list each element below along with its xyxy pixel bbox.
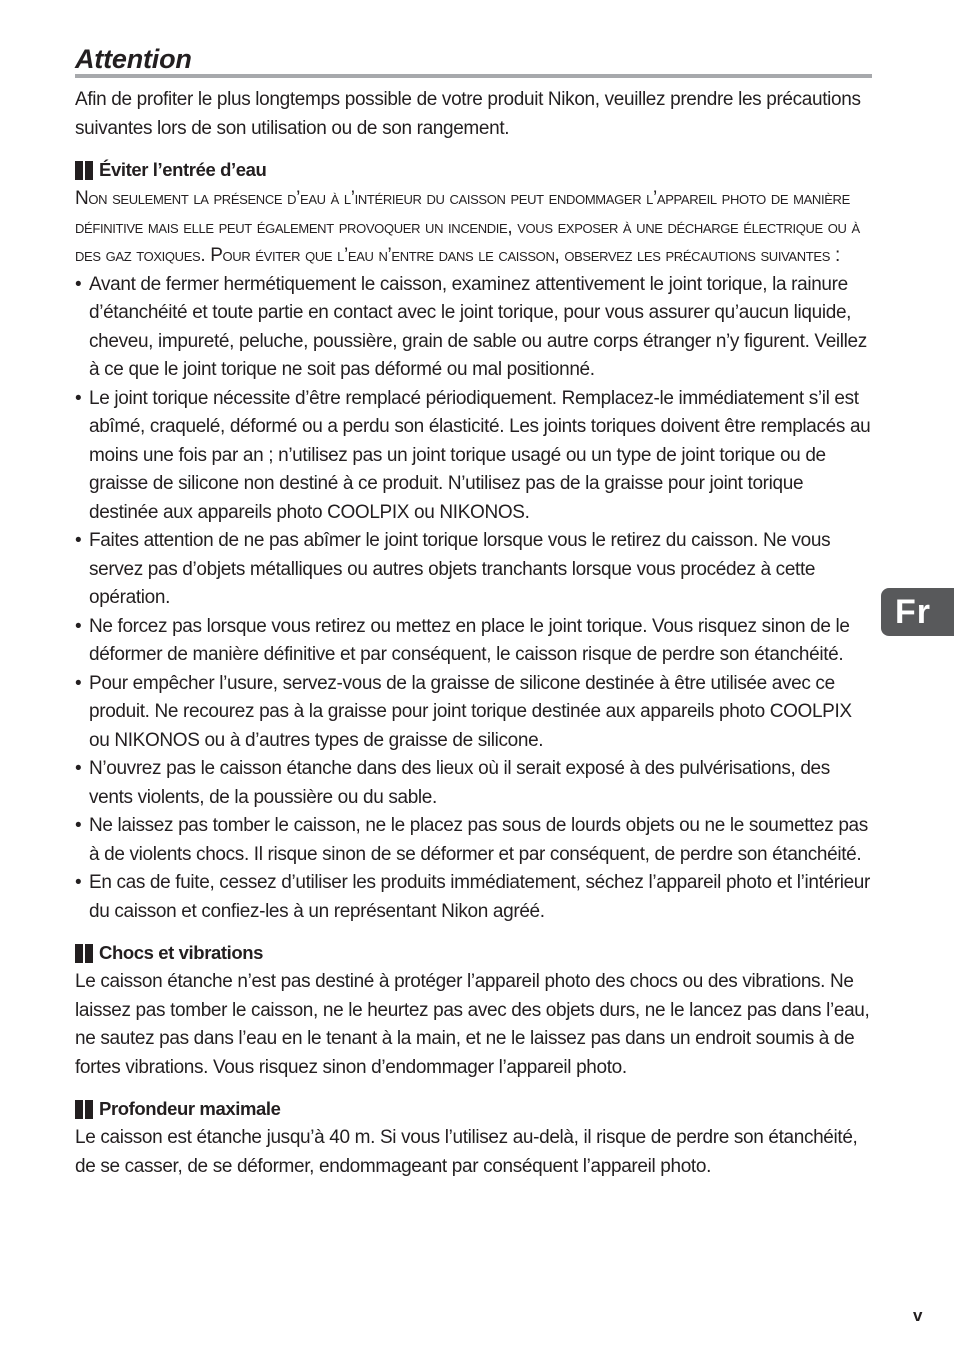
- section-marker-icon: [75, 944, 93, 963]
- list-item: • En cas de fuite, cessez d’utiliser les produits immédiatement, séchez l’appareil photo et l’intérieur du caisson et confiez-les à un représentant Nikon agréé.: [75, 869, 872, 926]
- water-lead-paragraph: Non seulement la présence d’eau à l’intérieur du caisson peut endommager l’appareil photo de manière définitive mais elle peut également provoquer un incendie, vous exposer à une décharge électrique ou à des gaz toxiques. Pour éviter que l’eau n’entre dans le caisson, observez les précautions suivantes :: [75, 188, 860, 266]
- section-heading-shock: [75, 940, 872, 966]
- section-heading-label: Profondeur maximale: [99, 1098, 281, 1119]
- water-precautions-list: [75, 271, 872, 927]
- list-item: • N’ouvrez pas le caisson étanche dans des lieux où il serait exposé à des pulvérisations, des vents violents, de la poussière ou du sable.: [75, 755, 872, 812]
- list-item: • Ne forcez pas lorsque vous retirez ou mettez en place le joint torique. Vous risquez sinon de le déformer de manière définitive et par conséquent, le caisson risque de perdre son étanchéité.: [75, 613, 872, 670]
- shock-paragraph: Le caisson étanche n’est pas destiné à protéger l’appareil photo des chocs ou des vibrations. Ne laissez pas tomber le caisson, ne le heurtez pas avec des objets durs, ne le lancez pas dans l’eau, ne sautez pas dans l’eau en le tenant à la main, et ne le laissez pas dans un endroit soumis à de fortes vibrations. Vous risquez sinon d’endommager l’appareil photo.: [75, 971, 870, 1078]
- list-item: • Faites attention de ne pas abîmer le joint torique lorsque vous le retirez du caisson. Ne vous servez pas d’objets métalliques ou autres objets tranchants lorsque vous procédez à cette opération.: [75, 527, 872, 613]
- page-title: Attention: [75, 44, 192, 74]
- section-heading-label: Éviter l’entrée d’eau: [99, 159, 267, 180]
- list-item: • Ne laissez pas tomber le caisson, ne le placez pas sous de lourds objets ou ne le soumettez pas à de violents chocs. Il risque sinon de se déformer et par conséquent, de perdre son étanchéité.: [75, 812, 872, 869]
- language-tab: Fr: [881, 588, 954, 636]
- intro-paragraph: Afin de profiter le plus longtemps possible de votre produit Nikon, veuillez prendre les précautions suivantes lors de son utilisation ou de son rangement.: [75, 89, 861, 139]
- section-heading-depth: [75, 1096, 872, 1122]
- section-marker-icon: [75, 1100, 93, 1119]
- section-heading-label: Chocs et vibrations: [99, 942, 264, 963]
- page-content: [75, 44, 872, 1181]
- page-number: v: [913, 1306, 923, 1325]
- list-item: • Le joint torique nécessite d’être remplacé périodiquement. Remplacez-le immédiatement s’il est abîmé, craquelé, déformé ou a perdu son élasticité. Les joints toriques doivent être remplacés au moins une fois par an ; n’utilisez pas un joint torique usagé ou un type de joint torique ou de graisse de silicone non destiné à ce produit. N’utilisez pas de la graisse pour joint torique destinée aux appareils photo COOLPIX ou NIKONOS.: [75, 385, 872, 528]
- title-bar: [75, 44, 872, 78]
- section-heading-water: [75, 157, 872, 183]
- list-item: • Avant de fermer hermétiquement le caisson, examinez attentivement le joint torique, la rainure d’étanchéité et toute partie en contact avec le joint torique, pour vous assurer qu’aucun liquide, cheveu, impureté, peluche, poussière, grain de sable ou autre corps étranger n’y figurent. Veillez à ce que le joint torique ne soit pas déformé ou mal positionné.: [75, 271, 872, 385]
- list-item: • Pour empêcher l’usure, servez-vous de la graisse de silicone destinée à être utilisée avec ce produit. Ne recourez pas à la graisse pour joint torique destinée aux appareils photo COOLPIX ou NIKONOS ou à d’autres types de graisse de silicone.: [75, 670, 872, 756]
- depth-paragraph: Le caisson est étanche jusqu’à 40 m. Si vous l’utilisez au-delà, il risque de perdre son étanchéité, de se casser, de se déformer, endommageant par conséquent l’appareil photo.: [75, 1127, 858, 1177]
- section-marker-icon: [75, 161, 93, 180]
